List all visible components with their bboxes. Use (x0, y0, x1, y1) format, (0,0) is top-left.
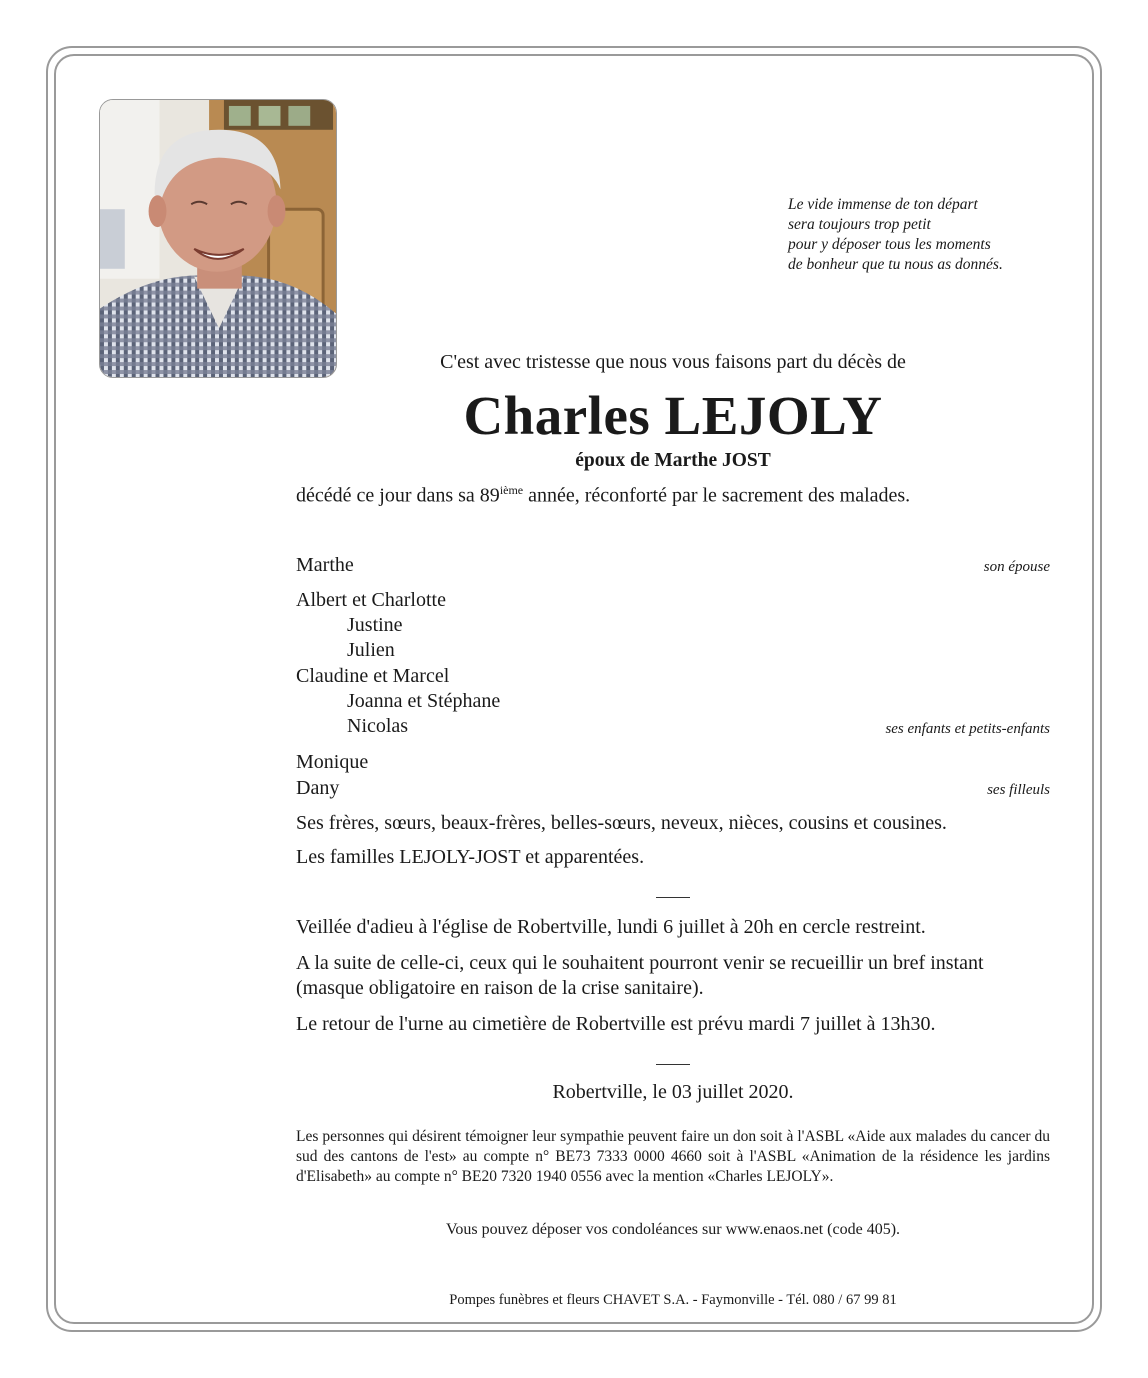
deceased-name: Charles LEJOLY (463, 385, 883, 446)
siblings-line: Ses frères, sœurs, beaux-frères, belles-sœurs, neveux, nièces, cousins et cousines. (296, 812, 947, 834)
family-role: ses enfants et petits-enfants (885, 721, 1050, 737)
poem-line: sera toujours trop petit (788, 216, 931, 233)
funeral-home-footer: Pompes funèbres et fleurs CHAVET S.A. - Faymonville - Tél. 080 / 67 99 81 (449, 1292, 897, 1308)
poem-line: de bonheur que tu nous as donnés. (788, 256, 1003, 273)
family-member: Albert et Charlotte (296, 589, 446, 611)
place-date: Robertville, le 03 juillet 2020. (552, 1081, 794, 1103)
vigil-info: Veillée d'adieu à l'église de Robertville, lundi 6 juillet à 20h en cercle restreint. (296, 916, 926, 938)
death-notice-line (296, 483, 910, 508)
divider (656, 1064, 690, 1065)
family-member: Julien (347, 639, 395, 661)
family-member: Monique (296, 751, 369, 773)
poem-line: Le vide immense de ton départ (788, 196, 978, 213)
family-member: Marthe (296, 554, 354, 576)
family-member: Joanna et Stéphane (347, 690, 501, 712)
family-member: Justine (347, 614, 403, 636)
portrait-photo (99, 99, 337, 378)
spouse-line: époux de Marthe JOST (575, 450, 771, 471)
family-role: ses filleuls (987, 782, 1050, 798)
ordinal-suffix: ième (499, 483, 524, 497)
after-vigil-info: A la suite de celle-ci, ceux qui le souhaitent pourront venir se recueillir un bref instant (masque obligatoire en raison de la crise sanitaire). (296, 952, 984, 999)
urn-info: Le retour de l'urne au cimetière de Robertville est prévu mardi 7 juillet à 13h30. (296, 1013, 936, 1035)
condolences-info: Vous pouvez déposer vos condoléances sur www.enaos.net (code 405). (445, 1221, 901, 1238)
family-member: Dany (296, 777, 340, 799)
poem-line: pour y déposer tous les moments (788, 236, 991, 253)
announcement-intro: C'est avec tristesse que nous vous faisons part du décès de (440, 351, 906, 373)
divider (656, 897, 690, 898)
death-notice-text: décédé ce jour dans sa 89 (296, 484, 500, 507)
poem (788, 195, 1003, 275)
families-line: Les familles LEJOLY-JOST et apparentées. (296, 846, 645, 868)
family-member: Nicolas (347, 715, 409, 737)
family-member: Claudine et Marcel (296, 665, 450, 687)
family-role: son épouse (983, 559, 1050, 575)
death-notice-text-end: année, réconforté par le sacrement des malades. (523, 484, 911, 507)
donation-info: Les personnes qui désirent témoigner leur sympathie peuvent faire un don soit à l'ASBL «Aide aux malades du cancer du sud des cantons de l'est» au compte n° BE73 7333 0000 4660 soit à l'ASBL «Animation de la résidence les jardins d'Elisabeth» au compte n° BE20 7320 1940 0556 avec la mention «Charles LEJOLY». (296, 1128, 1050, 1185)
